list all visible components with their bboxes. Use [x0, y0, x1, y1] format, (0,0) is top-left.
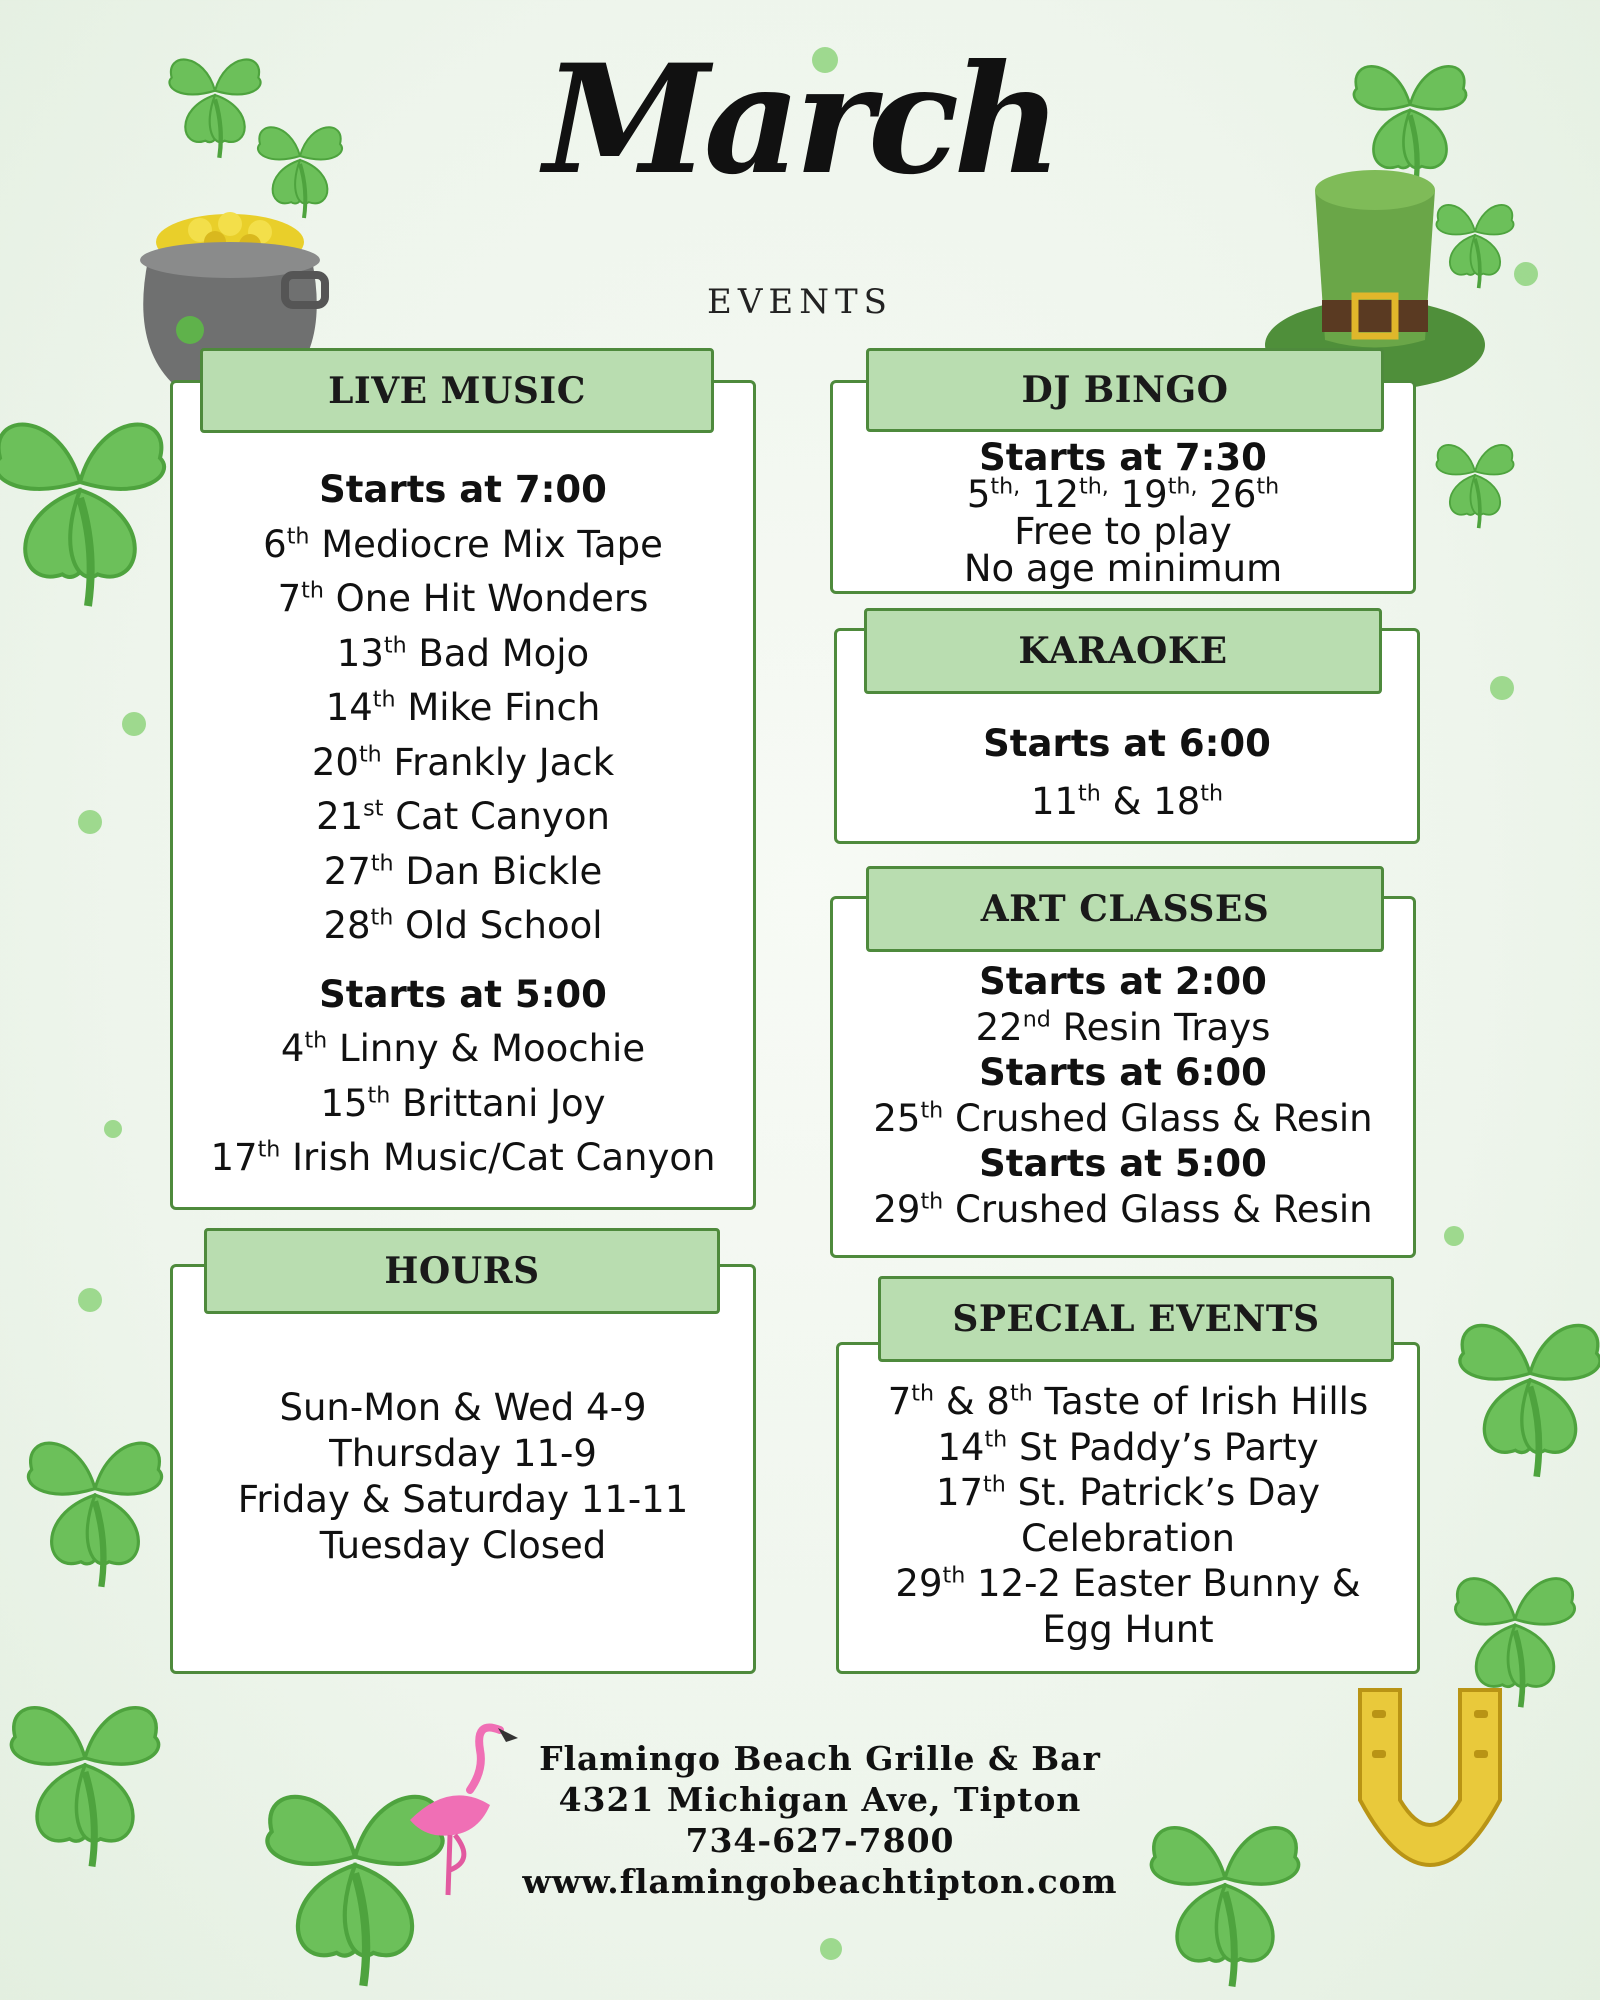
live-music-list — [173, 463, 753, 1186]
start-time: Starts at 6:00 — [983, 722, 1271, 765]
list-item: Celebration — [1021, 1516, 1235, 1560]
list-item: 17th Irish Music/Cat Canyon — [210, 1136, 716, 1179]
hours-line: Sun-Mon & Wed 4-9 — [279, 1386, 647, 1429]
list-item: 21st Cat Canyon — [316, 795, 610, 838]
clover-icon — [0, 1660, 190, 1870]
art-classes-label: ART CLASSES — [866, 866, 1384, 952]
horseshoe-icon — [1330, 1670, 1530, 1910]
bingo-dates: $5^{th,}$ $12^{th,}$ $19^{th,}$ 26th — [966, 473, 1280, 516]
karaoke-details — [837, 715, 1417, 831]
special-events-card — [836, 1342, 1420, 1674]
karaoke-label: KARAOKE — [864, 608, 1382, 694]
business-address: 4321 Michigan Ave, Tipton — [558, 1780, 1082, 1819]
list-item: 22nd Resin Trays — [975, 1005, 1271, 1049]
decor-dot — [78, 810, 102, 834]
hours-list — [173, 1385, 753, 1569]
decor-dot — [1514, 262, 1538, 286]
list-item: 13th Bad Mojo — [336, 631, 590, 675]
special-events-list — [839, 1379, 1417, 1652]
list-item: 14th St Paddy’s Party — [937, 1425, 1319, 1469]
hours-line: Tuesday Closed — [319, 1524, 607, 1567]
hours-label: HOURS — [204, 1228, 720, 1314]
list-item: 7th & 8th Taste of Irish Hills — [887, 1380, 1369, 1423]
page-title: March — [543, 32, 1057, 208]
decor-dot — [1444, 1226, 1464, 1246]
bingo-note: Free to play — [1014, 510, 1232, 553]
list-item: 14th Mike Finch — [325, 686, 601, 729]
karaoke-dates: 11th & 18th — [1030, 780, 1224, 823]
start-time: Starts at 5:00 — [979, 1142, 1267, 1185]
decor-dot — [122, 712, 146, 736]
decor-dot — [820, 1938, 842, 1960]
footer-contact — [520, 1738, 1120, 1902]
clover-icon — [1120, 1780, 1330, 1990]
decor-dot — [1490, 676, 1514, 700]
list-item: 7th One Hit Wonders — [277, 577, 649, 620]
list-item: 28th Old School — [323, 904, 603, 947]
start-time: Starts at 2:00 — [979, 960, 1267, 1003]
list-item: 20th Frankly Jack — [311, 740, 615, 784]
live-music-label: LIVE MUSIC — [200, 348, 714, 433]
decor-dot — [78, 1288, 102, 1312]
list-item: 4th Linny & Moochie — [280, 1027, 646, 1070]
start-time: Starts at 7:30 — [979, 436, 1267, 479]
hours-card — [170, 1264, 756, 1674]
special-events-label: SPECIAL EVENTS — [878, 1276, 1394, 1362]
business-phone[interactable]: 734-627-7800 — [685, 1821, 955, 1860]
live-music-card — [170, 380, 756, 1210]
start-time: Starts at 6:00 — [979, 1051, 1267, 1094]
clover-icon — [1420, 420, 1530, 530]
art-classes-list — [833, 959, 1413, 1232]
business-name: Flamingo Beach Grille & Bar — [539, 1739, 1101, 1778]
dj-bingo-label: DJ BINGO — [866, 348, 1384, 432]
list-item: 6th Mediocre Mix Tape — [263, 522, 663, 566]
list-item: 17th St. Patrick’s Day — [935, 1471, 1321, 1514]
list-item: 25th Crushed Glass & Resin — [873, 1096, 1373, 1140]
business-website[interactable]: www.flamingobeachtipton.com — [522, 1862, 1118, 1901]
start-time: Starts at 5:00 — [319, 972, 607, 1016]
page-subtitle: EVENTS — [707, 282, 893, 322]
list-item: Egg Hunt — [1042, 1607, 1214, 1651]
hours-line: Thursday 11-9 — [329, 1432, 597, 1475]
start-time: Starts at 7:00 — [319, 468, 607, 511]
decor-dot — [104, 1120, 122, 1138]
list-item: 27th Dan Bickle — [323, 849, 603, 893]
hours-line: Friday & Saturday 11-11 — [237, 1478, 689, 1521]
dj-bingo-details — [833, 436, 1413, 590]
list-item: 29th Crushed Glass & Resin — [873, 1187, 1373, 1231]
list-item: 15th Brittani Joy — [320, 1081, 606, 1125]
clover-icon — [0, 1400, 190, 1590]
bingo-note: No age minimum — [963, 547, 1283, 590]
flamingo-icon — [380, 1710, 540, 1910]
list-item: 29th 12-2 Easter Bunny & — [895, 1562, 1361, 1605]
clover-icon — [1430, 1280, 1600, 1480]
